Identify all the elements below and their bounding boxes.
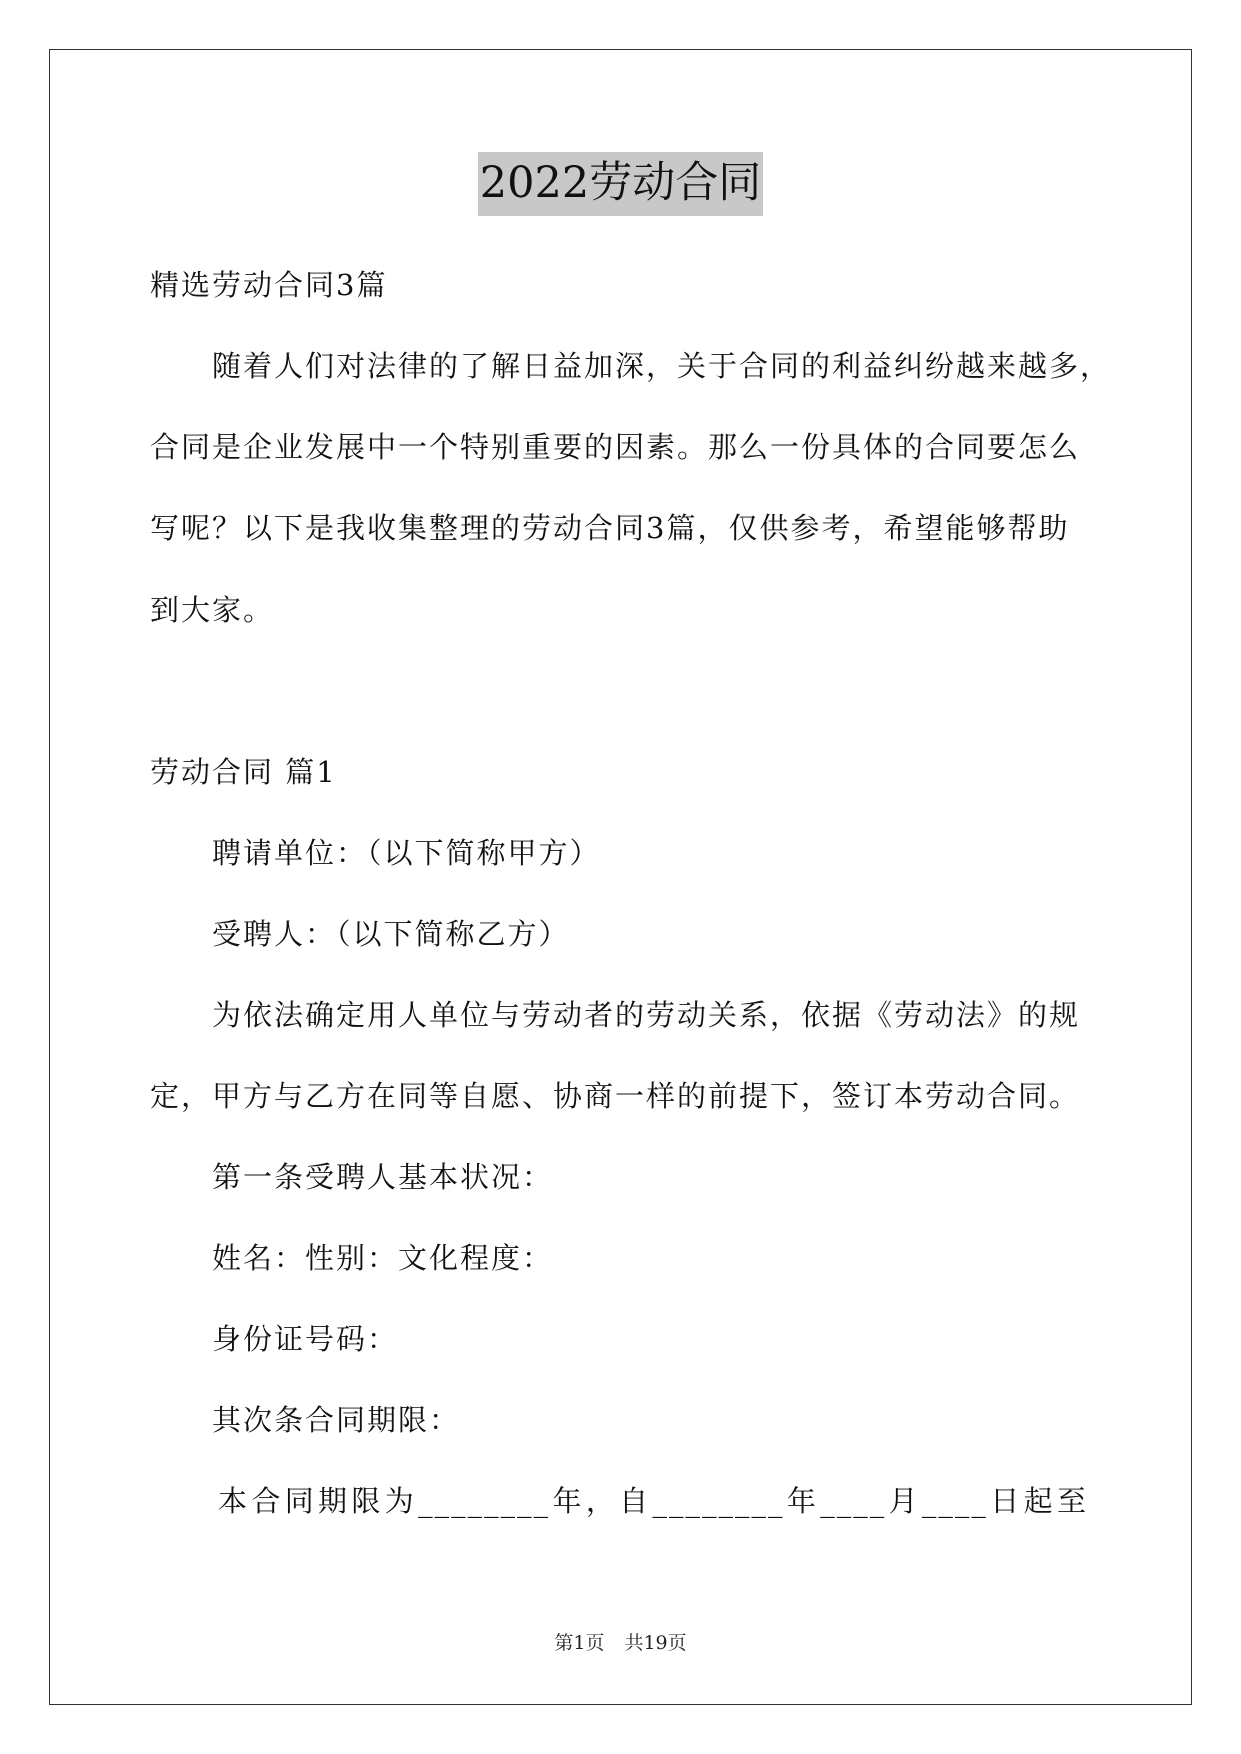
section-heading: 劳动合同 篇1 <box>150 755 337 789</box>
doc-line-employee: 受聘人：（以下简称乙方） <box>212 917 570 951</box>
doc-line-intro-4: 到大家。 <box>150 593 275 627</box>
doc-line-article-1: 第一条受聘人基本状况： <box>212 1160 554 1194</box>
doc-line-article-2: 其次条合同期限： <box>212 1403 461 1437</box>
doc-line-purpose-2: 定，甲方与乙方在同等自愿、协商一样的前提下，签订本劳动合同。 <box>150 1079 1081 1113</box>
page-total: 共19页 <box>624 1632 687 1654</box>
doc-line-personal-info: 姓名：性别：文化程度： <box>212 1241 554 1275</box>
doc-line-subtitle: 精选劳动合同3篇 <box>150 268 388 302</box>
doc-line-employer: 聘请单位：（以下简称甲方） <box>212 836 601 870</box>
title-container <box>0 152 1241 216</box>
doc-line-purpose-1: 为依法确定用人单位与劳动者的劳动关系，依据《劳动法》的规 <box>212 998 1081 1032</box>
doc-line-term: 本合同期限为________年，自________年____月____日起至 <box>218 1484 1088 1518</box>
page-footer <box>0 1630 1241 1656</box>
doc-line-intro-3: 写呢？以下是我收集整理的劳动合同3篇，仅供参考，希望能够帮助 <box>150 511 1070 545</box>
document-title: 2022劳动合同 <box>478 152 763 216</box>
doc-line-intro-1: 随着人们对法律的了解日益加深，关于合同的利益纠纷越来越多， <box>212 349 1112 383</box>
doc-line-id-number: 身份证号码： <box>212 1322 399 1356</box>
doc-line-intro-2: 合同是企业发展中一个特别重要的因素。那么一份具体的合同要怎么 <box>150 430 1081 464</box>
page-number: 第1页 <box>554 1632 605 1654</box>
